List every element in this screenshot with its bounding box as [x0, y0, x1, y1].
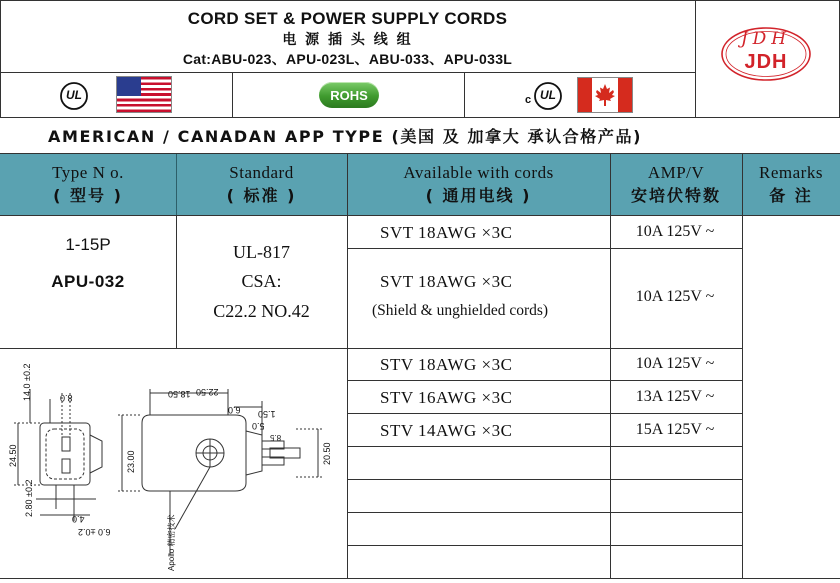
logo-text: JDH: [744, 51, 788, 73]
col-header-standard-zh: ( 标准 ): [226, 185, 297, 205]
rohs-badge: ROHS: [319, 82, 379, 108]
dim-label: 22.50: [196, 387, 219, 397]
jdh-logo: [712, 18, 822, 88]
dim-label: 14.0 ±0.2: [22, 363, 32, 401]
ul-icon: [59, 81, 89, 111]
plug-side-view: [118, 389, 322, 555]
dim-label: 24.50: [8, 444, 18, 467]
col-header-type-en: Type N o.: [52, 162, 124, 182]
standard-ul: UL-817: [233, 242, 290, 262]
amp-row-3: 10A 125V ~: [635, 355, 715, 372]
col-header-cords-zh: ( 通用电线 ): [425, 185, 532, 205]
col-header-amp-zh: 安培伏特数: [630, 185, 721, 205]
col-header-remarks-en: Remarks: [759, 162, 823, 182]
cord-row-5: STV 14AWG ×3C: [380, 421, 513, 440]
cul-label: UL: [540, 88, 556, 102]
dim-label: 4.0: [72, 514, 85, 524]
us-flag-icon: [116, 76, 172, 113]
cul-icon: [523, 80, 563, 112]
dim-label: 20.50: [322, 442, 332, 465]
dim-label: 2.80 ±0.2: [24, 479, 34, 517]
col-header-type-zh: ( 型号 ): [53, 185, 123, 205]
page-title: CORD SET & POWER SUPPLY CORDS: [187, 9, 508, 28]
col-header-remarks-zh: 备 注: [769, 185, 813, 205]
dim-label: 6.0 ±0.2: [78, 527, 111, 537]
standard-csa: CSA:: [241, 271, 282, 291]
cord-row-2: SVT 18AWG ×3C: [380, 272, 513, 291]
page-subtitle-zh: 电 源 插 头 线 组: [282, 32, 413, 48]
dim-label: 6.0: [228, 405, 241, 415]
col-header-amp-en: AMP/V: [647, 162, 705, 182]
canada-flag-icon: [577, 77, 633, 113]
dim-label: 8.5: [270, 433, 282, 442]
dim-label: 8.0: [60, 393, 73, 403]
dim-label: 23.00: [126, 450, 136, 473]
amp-row-1: 10A 125V ~: [635, 223, 715, 240]
plug-technical-drawing: [0, 349, 346, 578]
col-header-cords-en: Available with cords: [403, 162, 554, 182]
logo-script-text: JDH: [740, 29, 792, 49]
section-title: AMERICAN / CANADAN APP TYPE (美国 及 加拿大 承认合格产品): [48, 127, 642, 146]
cord-row-4: STV 16AWG ×3C: [380, 388, 513, 407]
col-header-remarks: [742, 154, 840, 215]
dim-label: 18.50: [168, 389, 191, 399]
col-header-type: [0, 154, 176, 215]
col-header-standard: [176, 154, 347, 215]
amp-row-4: 13A 125V ~: [635, 388, 715, 405]
col-header-standard-en: Standard: [229, 162, 294, 182]
type-model: APU-032: [51, 272, 125, 291]
standard-csa-code: C22.2 NO.42: [213, 301, 310, 321]
catalog-line: Cat:ABU-023、APU-023L、ABU-033、APU-033L: [182, 51, 513, 67]
col-header-cords: [347, 154, 610, 215]
dim-label: 5.0: [252, 421, 265, 431]
ul-label: UL: [66, 88, 82, 102]
amp-row-5: 15A 125V ~: [635, 421, 715, 438]
cord-row-3: STV 18AWG ×3C: [380, 355, 513, 374]
dim-label: 1.50: [258, 409, 276, 419]
brand-label: Apollo 精密技术: [167, 514, 176, 571]
col-header-amp: [610, 154, 742, 215]
cord-row-2-note: (Shield & unghielded cords): [372, 302, 549, 319]
type-code: 1-15P: [65, 235, 111, 254]
cul-prefix: c: [525, 94, 532, 106]
amp-row-2: 10A 125V ~: [635, 288, 715, 305]
cord-row-1: SVT 18AWG ×3C: [380, 223, 513, 242]
